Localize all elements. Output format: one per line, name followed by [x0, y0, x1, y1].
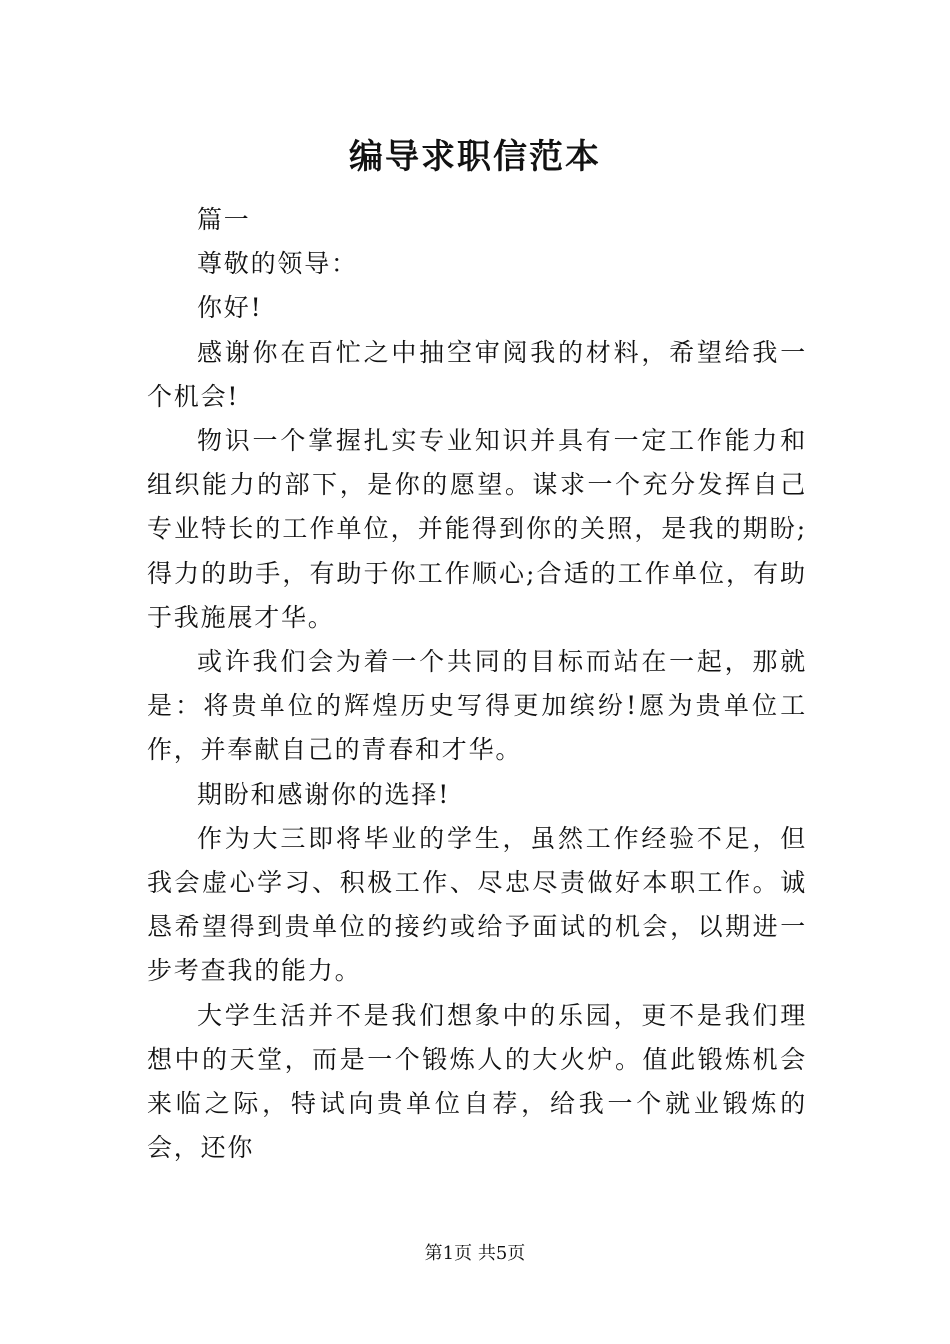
- paragraph: 尊敬的领导：: [197, 249, 358, 279]
- page-footer: 第1页 共5页: [424, 1243, 526, 1264]
- paragraph: 大学生活并不是我们想象中的乐园，更不是我们理想中的天堂，而是一个锻炼人的大火炉。值此锻炼机会来临之际，特试向贵单位自荐，给我一个就业锻炼的会，还你: [147, 1000, 807, 1163]
- paragraph: 你好!: [197, 293, 263, 323]
- paragraph: 感谢你在百忙之中抽空审阅我的材料，希望给我一个机会!: [147, 337, 807, 411]
- paragraph: 作为大三即将毕业的学生，虽然工作经验不足，但我会虚心学习、积极工作、尽忠尽责做好本职工作。诚恳希望得到贵单位的接约或给予面试的机会，以期进一步考查我的能力。: [147, 823, 807, 986]
- paragraph: 期盼和感谢你的选择!: [197, 779, 451, 809]
- paragraph: 或许我们会为着一个共同的目标而站在一起，那就是：将贵单位的辉煌历史写得更加缤纷!愿为贵单位工作，并奉献自己的青春和才华。: [147, 647, 807, 765]
- document-title: 编导求职信范本: [349, 137, 601, 177]
- document-body: [147, 198, 807, 1170]
- paragraph: 篇一: [197, 205, 251, 234]
- paragraph: 物识一个掌握扎实专业知识并具有一定工作能力和组织能力的部下，是你的愿望。谋求一个充分发挥自己专业特长的工作单位，并能得到你的关照，是我的期盼;得力的助手，有助于你工作顺心;合适的工作单位，有助于我施展才华。: [147, 426, 807, 632]
